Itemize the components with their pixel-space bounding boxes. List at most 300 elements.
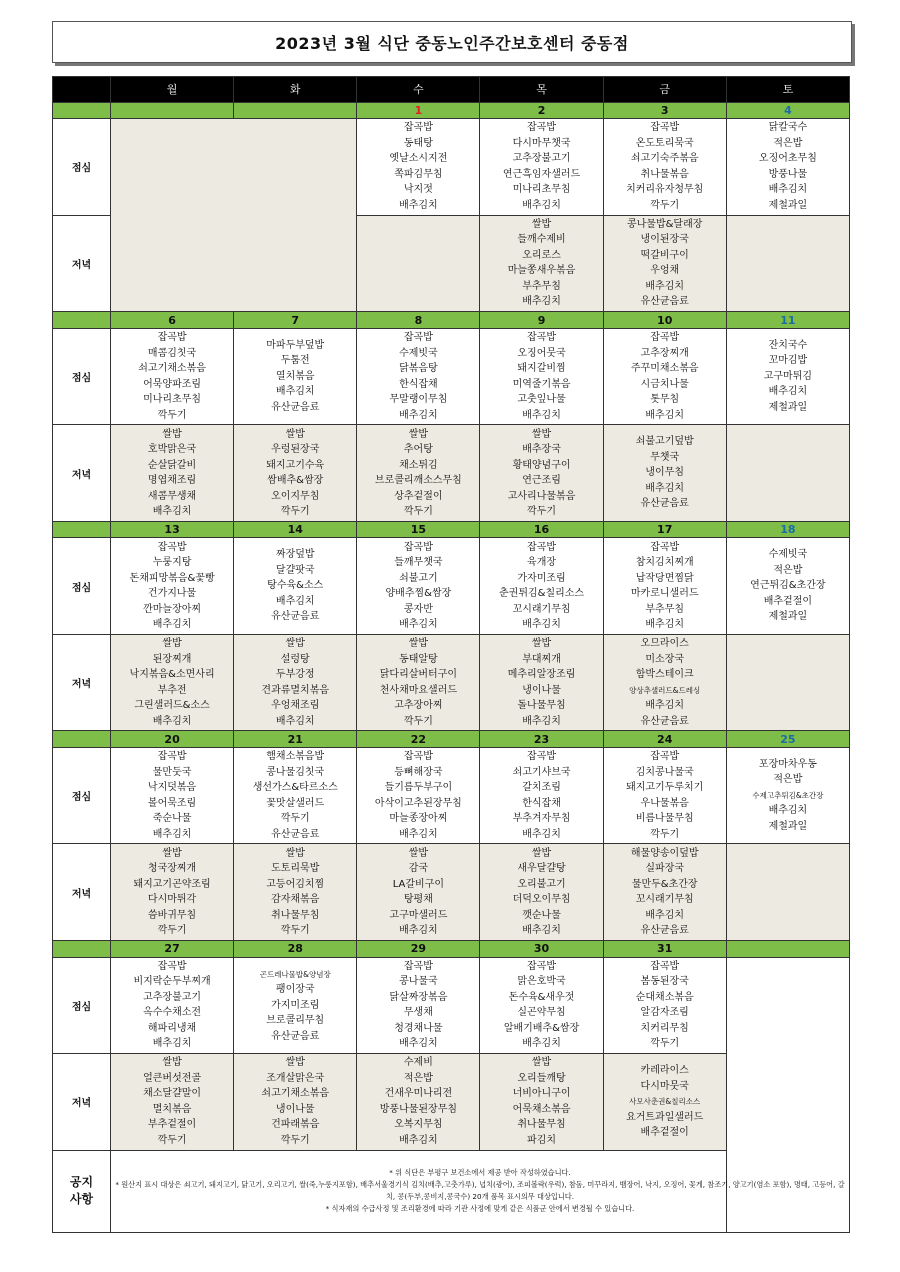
- menu-item: 쌀밥: [162, 847, 182, 859]
- menu-item: 열치볶음: [275, 370, 315, 382]
- menu-item: 배추김치: [399, 1134, 438, 1146]
- lunch-menu-cell: [603, 747, 726, 844]
- lunch-row: [53, 328, 850, 425]
- menu-item: 오징어초무침: [758, 153, 817, 165]
- menu-item: 옥수수채소전: [143, 1007, 202, 1019]
- menu-item: 잡곡밥: [527, 332, 557, 343]
- menu-item: 감국: [408, 863, 429, 875]
- lunch-menu-cell: [111, 538, 234, 635]
- menu-item: 돼지고기수육: [266, 459, 325, 471]
- menu-item: 깍두기: [527, 506, 557, 518]
- menu-item: 유산균음료: [271, 401, 320, 413]
- menu-item: 꼬시래기무침: [512, 603, 571, 615]
- menu-item: 메추리알장조림: [507, 669, 576, 681]
- dinner-menu-cell: [111, 844, 234, 941]
- date-cell: 11: [726, 312, 849, 328]
- menu-item: 된장찌개: [152, 653, 192, 665]
- menu-item: 배추김치: [768, 805, 808, 817]
- menu-item: LA갈비구이: [392, 878, 445, 890]
- menu-item: 콩나물국: [399, 976, 438, 988]
- date-spacer: [53, 731, 111, 747]
- menu-item: 잡곡밥: [650, 960, 680, 972]
- lunch-menu-cell: [726, 119, 849, 216]
- menu-item: 닭살짜장볶음: [389, 991, 448, 1003]
- menu-item: 다시마무챗국: [512, 137, 571, 149]
- menu-item: 배추김치: [522, 1038, 561, 1050]
- menu-item: 배추겉절이: [763, 595, 813, 607]
- menu-item: 쌀밥: [408, 428, 429, 440]
- menu-item: 부추겉절이: [147, 1119, 197, 1131]
- lunch-menu-cell: [357, 538, 480, 635]
- menu-item: 채소튀김: [399, 459, 438, 471]
- menu-item: 부추전: [157, 684, 187, 696]
- menu-item: 쌀밥: [285, 1057, 305, 1069]
- menu-item: 잡곡밥: [403, 332, 433, 343]
- menu-item: 쌈배추&쌈장: [267, 475, 324, 487]
- lunch-menu-cell: [726, 747, 849, 844]
- date-cell: 1: [357, 102, 480, 118]
- menu-item: 너비아니구이: [512, 1088, 571, 1100]
- menu-item: 돼지고기곤약조림: [133, 878, 211, 890]
- menu-item: 연근튀김&초간장: [750, 580, 826, 592]
- date-cell: 29: [357, 941, 480, 957]
- menu-item: 낙지덧볶음: [147, 782, 197, 794]
- dinner-menu-cell: [234, 844, 357, 941]
- lunch-row: [53, 957, 850, 1054]
- menu-item: 동태탕: [403, 137, 433, 149]
- menu-item: 잡곡밥: [527, 960, 557, 972]
- dinner-menu-cell: [357, 634, 480, 731]
- lunch-menu-cell: [234, 957, 357, 1054]
- date-cell: 7: [234, 312, 357, 328]
- menu-item: 건새우미나리전: [384, 1088, 453, 1100]
- notice-line: * 위 식단은 부평구 보건소에서 제공 받아 작성하였습니다.: [389, 1168, 571, 1178]
- date-spacer: [53, 312, 111, 328]
- menu-item: 쌀밥: [531, 638, 552, 650]
- menu-item: 갈치조림: [522, 782, 561, 794]
- menu-item: 마카로니샐러드: [630, 588, 699, 600]
- menu-item: 시금치나물: [640, 378, 689, 390]
- menu-item: 배추김치: [152, 715, 192, 727]
- menu-item: 깍두기: [280, 1134, 310, 1146]
- menu-item: 유산균음료: [640, 498, 689, 510]
- menu-item: 배추김치: [645, 619, 685, 631]
- lunch-menu-cell: [726, 538, 849, 635]
- dinner-row: [53, 425, 850, 522]
- menu-item: 마파두부덮밥: [266, 339, 325, 351]
- lunch-menu-cell: [357, 119, 480, 216]
- notice-text: [111, 1150, 850, 1232]
- menu-item: 물만둣국: [152, 766, 192, 778]
- menu-item: 달걀팟국: [275, 564, 315, 576]
- menu-item: 잡곡밥: [157, 960, 187, 972]
- menu-item: 알배기배추&쌈장: [503, 1022, 580, 1034]
- menu-item: 배추김치: [152, 619, 192, 631]
- menu-item: 우엉채: [650, 265, 680, 277]
- menu-item: 미역줄기볶음: [512, 378, 571, 390]
- lunch-row: [53, 119, 850, 216]
- lunch-menu-cell: [603, 328, 726, 425]
- dinner-menu-cell: [603, 844, 726, 941]
- menu-item: 배추김치: [399, 1038, 438, 1050]
- menu-item: 적은밥: [403, 1072, 433, 1084]
- menu-item: 김치콩나물국: [635, 766, 694, 778]
- menu-item: 배추김치: [152, 828, 192, 840]
- date-cell: 17: [603, 521, 726, 537]
- date-cell: 25: [726, 731, 849, 747]
- menu-item: 조개살맑은국: [266, 1072, 325, 1084]
- menu-item: 배추김치: [645, 409, 685, 421]
- menu-item: 쇠고기샤브국: [512, 766, 571, 778]
- lunch-menu-cell: [234, 328, 357, 425]
- weekday-sat: 토: [726, 77, 849, 103]
- date-cell: 31: [603, 941, 726, 957]
- menu-item: 부대찌개: [522, 653, 561, 665]
- dinner-label: 저녁: [53, 844, 111, 941]
- menu-item: 쌀밥: [285, 847, 305, 859]
- menu-item: 등뼈해장국: [394, 766, 443, 778]
- menu-item: 청국장찌개: [147, 863, 197, 875]
- menu-item: 고추장불고기: [512, 153, 571, 165]
- menu-item: 적은밥: [773, 137, 803, 149]
- menu-item: 쇠고기채소볶음: [138, 363, 206, 374]
- menu-item: 쇠고기숙주볶음: [630, 153, 699, 165]
- menu-item: 비름나물무침: [635, 813, 694, 825]
- dinner-label: 저녁: [53, 634, 111, 731]
- lunch-menu-cell: [480, 328, 603, 425]
- menu-item: 고사리나물볶음: [507, 490, 576, 502]
- menu-item: 들깨수제비: [517, 234, 566, 246]
- dinner-menu-cell: [480, 425, 603, 522]
- menu-item: 상추겉절이: [394, 490, 443, 502]
- menu-item: 톳무침: [650, 394, 680, 405]
- menu-item: 오징어뭇국: [517, 347, 566, 359]
- menu-item: 납작당면찜닭: [635, 572, 694, 584]
- dinner-menu-cell: [480, 215, 603, 312]
- menu-item: 닭볶음탕: [399, 363, 438, 374]
- date-cell: 16: [480, 521, 603, 537]
- date-row: [53, 941, 850, 957]
- menu-item: 고구마샐러드: [389, 909, 448, 921]
- menu-item: 쌀밥: [408, 847, 429, 859]
- menu-item: 잡곡밥: [157, 541, 187, 553]
- lunch-menu-cell: [111, 747, 234, 844]
- menu-item: 돌나물무침: [517, 700, 566, 712]
- date-cell: 23: [480, 731, 603, 747]
- menu-item: 곤드레나물밥&양념장: [259, 969, 331, 979]
- date-cell: 6: [111, 312, 234, 328]
- menu-item: 죽순나물: [152, 813, 192, 825]
- date-cell: 28: [234, 941, 357, 957]
- menu-item: 배추김치: [522, 296, 561, 308]
- notice-label-line: 사항: [69, 1192, 94, 1207]
- menu-item: 참치김치찌개: [635, 557, 694, 569]
- menu-item: 냉이된장국: [640, 234, 689, 246]
- menu-item: 쌀밥: [531, 1057, 552, 1069]
- menu-item: 오리로스: [522, 249, 561, 261]
- menu-item: 부추무침: [645, 603, 685, 615]
- menu-item: 깐마늘장아찌: [143, 603, 202, 615]
- menu-item: 꼬마김밥: [768, 355, 808, 367]
- menu-item: 낙지젓: [403, 184, 433, 196]
- menu-item: 잔치국수: [768, 339, 808, 351]
- menu-table: [52, 76, 850, 1233]
- menu-item: 수제고추튀김&초간장: [752, 790, 824, 800]
- corner-cell: [53, 77, 111, 103]
- dinner-menu-cell: [234, 634, 357, 731]
- menu-item: 깍두기: [280, 925, 310, 937]
- menu-item: 쌀밥: [285, 428, 305, 440]
- date-cell: 4: [726, 102, 849, 118]
- menu-item: 추어탕: [403, 444, 433, 456]
- menu-item: 잡곡밥: [157, 332, 187, 343]
- menu-item: 깍두기: [403, 506, 433, 518]
- menu-item: 미소장국: [645, 653, 685, 665]
- menu-item: 배추김치: [522, 199, 561, 211]
- menu-item: 잡곡밥: [527, 541, 557, 553]
- menu-item: 깍두기: [280, 813, 310, 825]
- dinner-menu-cell: [357, 844, 480, 941]
- menu-item: 도토리묵밥: [271, 863, 320, 875]
- menu-item: 배추겉절이: [640, 1127, 689, 1139]
- dinner-menu-cell: [111, 425, 234, 522]
- menu-item: 배추김치: [275, 595, 315, 607]
- menu-item: 부추겨자무침: [512, 813, 571, 825]
- menu-item: 취나물무침: [271, 909, 320, 921]
- menu-item: 잡곡밥: [403, 541, 433, 553]
- date-cell: 13: [111, 521, 234, 537]
- menu-item: 제철과일: [768, 199, 808, 211]
- menu-item: 함박스테이크: [635, 669, 694, 681]
- lunch-menu-cell: [234, 538, 357, 635]
- menu-item: 잡곡밥: [527, 122, 557, 134]
- menu-item: 알감자조림: [640, 1007, 689, 1019]
- menu-item: 어묵채소볶음: [512, 1103, 571, 1115]
- menu-item: 배추김치: [152, 1038, 192, 1050]
- dinner-menu-cell: [726, 425, 849, 522]
- menu-item: 쪽파김무침: [394, 168, 443, 180]
- menu-item: 수제빗국: [399, 347, 438, 359]
- menu-item: 감자채볶음: [271, 894, 320, 906]
- menu-item: 오리불고기: [517, 878, 566, 890]
- menu-item: 닭칼국수: [768, 122, 808, 134]
- menu-item: 잡곡밥: [650, 332, 680, 343]
- weekday-tue: 화: [234, 77, 357, 103]
- menu-item: 다시마뭇국: [640, 1080, 689, 1092]
- menu-item: 떡갈비구이: [640, 249, 689, 261]
- menu-item: 냉이무침: [645, 467, 685, 479]
- menu-item: 쌀밥: [531, 847, 552, 859]
- menu-item: 물만두&초간장: [631, 878, 698, 890]
- menu-item: 매콤김칫국: [147, 347, 197, 359]
- menu-item: 동태알탕: [399, 653, 438, 665]
- menu-item: 콩나물밥&달래장: [626, 218, 703, 230]
- menu-item: 깍두기: [157, 1134, 187, 1146]
- menu-item: 깍두기: [157, 409, 187, 421]
- menu-item: 얼큰버섯전골: [143, 1072, 202, 1084]
- menu-item: 콩나물김칫국: [266, 766, 325, 778]
- menu-item: 배추김치: [645, 909, 685, 921]
- notice-label-line: 공지: [69, 1175, 94, 1190]
- lunch-label: 점심: [53, 747, 111, 844]
- menu-item: 견과류멸치볶음: [261, 684, 330, 696]
- menu-item: 오이지무침: [271, 490, 320, 502]
- menu-item: 양배추찜&쌈장: [385, 588, 452, 600]
- dinner-menu-cell: [603, 634, 726, 731]
- menu-item: 짜장덮밥: [275, 549, 315, 561]
- menu-item: 쇠불고기: [399, 572, 438, 584]
- menu-item: 다시마튀각: [147, 894, 197, 906]
- menu-item: 냉이나물: [522, 684, 561, 696]
- menu-item: 육개장: [527, 557, 557, 569]
- menu-item: 양상추샐러드&드레싱: [629, 685, 701, 695]
- dinner-menu-cell: [357, 1054, 480, 1151]
- dinner-menu-cell: [480, 634, 603, 731]
- menu-item: 유산균음료: [271, 1030, 320, 1042]
- menu-item: 치커리무침: [640, 1022, 689, 1034]
- menu-item: 한식잡채: [522, 797, 561, 809]
- menu-item: 황태양념구이: [512, 459, 571, 471]
- date-cell: 27: [111, 941, 234, 957]
- menu-item: 수제빗국: [768, 549, 808, 561]
- date-cell: 10: [603, 312, 726, 328]
- date-spacer: [53, 941, 111, 957]
- lunch-label: 점심: [53, 328, 111, 425]
- menu-item: 쌀밥: [162, 638, 182, 650]
- empty-cell: [111, 119, 357, 312]
- dinner-menu-cell: [603, 1054, 726, 1151]
- date-cell: [234, 102, 357, 118]
- menu-item: 적은밥: [773, 774, 803, 786]
- lunch-menu-cell: [111, 957, 234, 1054]
- menu-item: 취나물무침: [517, 1119, 566, 1131]
- menu-item: 새우달걀탕: [517, 863, 566, 875]
- notice-line: * 원산지 표시 대상은 쇠고기, 돼지고기, 닭고기, 오리고기, 쌀(죽,누룽지포함), 배추서울경기식 김치(배추,고춧가루), 넙치(광어), 조피볼락(우럭), 참돔, 미꾸라지, 뱀장어, 낙지, 오징어, 꽃게, 참조기, 양고기(염소 포함), 명태, 고등어, 갈치, 콩(두부,콩비지,콩국수) 20개 품목 표시의무 대상입니다.: [115, 1180, 845, 1202]
- lunch-menu-cell: [603, 957, 726, 1054]
- menu-item: 오므라이스: [640, 638, 689, 650]
- date-row: [53, 521, 850, 537]
- menu-item: 순살닭갈비: [147, 459, 197, 471]
- menu-item: 꽃맛살샐러드: [266, 797, 325, 809]
- lunch-menu-cell: [357, 328, 480, 425]
- dinner-label: 저녁: [53, 425, 111, 522]
- menu-item: 취나물볶음: [640, 168, 689, 180]
- notice-line: * 식자재의 수급사정 및 조리환경에 따라 기관 사정에 맞게 같은 식품군 안에서 변경될 수 있습니다.: [325, 1204, 635, 1214]
- menu-item: 수제비: [403, 1057, 433, 1069]
- menu-item: 팽이장국: [275, 984, 315, 996]
- menu-item: 고추장찌개: [640, 347, 689, 359]
- menu-item: 쌀밥: [531, 428, 552, 440]
- menu-item: 무말랭이무침: [389, 394, 448, 405]
- menu-item: 깍두기: [280, 506, 310, 518]
- menu-item: 봄동된장국: [640, 976, 689, 988]
- lunch-menu-cell: [480, 957, 603, 1054]
- date-row: [53, 102, 850, 118]
- menu-item: 한식잡채: [399, 378, 438, 390]
- lunch-menu-cell: [603, 119, 726, 216]
- menu-item: 돈채피망볶음&꽃빵: [129, 572, 215, 584]
- menu-item: 방풍나물된장무침: [379, 1103, 458, 1115]
- menu-item: 고춧잎나물: [517, 394, 566, 405]
- dinner-menu-cell: [603, 425, 726, 522]
- date-cell: 2: [480, 102, 603, 118]
- menu-item: 브로콜리무침: [266, 1015, 325, 1027]
- menu-item: 치커리유자청무침: [626, 184, 704, 196]
- menu-item: 배추김치: [522, 619, 561, 631]
- menu-item: 부추무침: [522, 280, 561, 292]
- menu-item: 깍두기: [403, 715, 433, 727]
- lunch-menu-cell: [111, 328, 234, 425]
- dinner-menu-cell: [480, 844, 603, 941]
- menu-item: 쌀밥: [531, 218, 552, 230]
- menu-item: 돈수육&새우젓: [508, 991, 575, 1003]
- menu-item: 설렁탕: [280, 653, 310, 665]
- menu-item: 배추김치: [399, 619, 438, 631]
- menu-item: 가자미조림: [517, 572, 566, 584]
- lunch-menu-cell: [480, 538, 603, 635]
- menu-item: 쌀밥: [162, 428, 182, 440]
- menu-item: 마늘종장아찌: [389, 813, 448, 825]
- menu-item: 미나리초무침: [143, 394, 202, 405]
- lunch-menu-cell: [480, 747, 603, 844]
- date-cell: 20: [111, 731, 234, 747]
- menu-item: 콩자반: [403, 603, 433, 615]
- menu-item: 새콤무생채: [147, 490, 197, 502]
- menu-item: 배추김치: [645, 280, 685, 292]
- date-row: [53, 312, 850, 328]
- lunch-row: [53, 538, 850, 635]
- menu-item: 배추김치: [399, 828, 438, 840]
- menu-item: 주꾸미채소볶음: [630, 363, 699, 374]
- weekday-fri: 금: [603, 77, 726, 103]
- menu-item: 배추김치: [399, 199, 438, 211]
- menu-item: 잡곡밥: [650, 122, 680, 134]
- menu-item: 브로콜리깨소스무침: [374, 475, 462, 487]
- menu-item: 건가지나물: [147, 588, 197, 600]
- menu-item: 잡곡밥: [403, 122, 433, 134]
- menu-item: 탕평채: [403, 894, 433, 906]
- menu-item: 배추김치: [522, 715, 561, 727]
- menu-item: 닭다리살버터구이: [379, 669, 458, 681]
- menu-item: 포장마차우동: [758, 758, 817, 770]
- menu-item: 멸치볶음: [152, 1103, 192, 1115]
- menu-item: 우엉채조림: [271, 700, 320, 712]
- menu-item: 햄채소볶음밥: [266, 751, 325, 763]
- menu-item: 씀바귀무침: [147, 909, 197, 921]
- date-cell: 21: [234, 731, 357, 747]
- lunch-menu-cell: [603, 538, 726, 635]
- menu-item: 탕수육&소스: [267, 580, 324, 592]
- menu-item: 요거트과일샐러드: [626, 1111, 704, 1123]
- lunch-menu-cell: [234, 747, 357, 844]
- lunch-menu-cell: [726, 328, 849, 425]
- menu-item: 배추김치: [275, 715, 315, 727]
- menu-item: 우나물볶음: [640, 797, 689, 809]
- menu-item: 배추김치: [768, 184, 808, 196]
- date-cell: [111, 102, 234, 118]
- menu-item: 잡곡밥: [527, 751, 557, 763]
- lunch-label: 점심: [53, 538, 111, 635]
- menu-item: 맑은호박국: [517, 976, 566, 988]
- date-cell: 22: [357, 731, 480, 747]
- menu-item: 사모사춘권&칠리소스: [629, 1097, 701, 1107]
- menu-item: 배추김치: [645, 700, 685, 712]
- date-row: [53, 731, 850, 747]
- menu-item: 춘권튀김&칠리소스: [499, 588, 585, 600]
- menu-item: 배추김치: [399, 409, 438, 421]
- dinner-menu-cell: [726, 634, 849, 731]
- menu-item: 실곤약무침: [517, 1007, 566, 1019]
